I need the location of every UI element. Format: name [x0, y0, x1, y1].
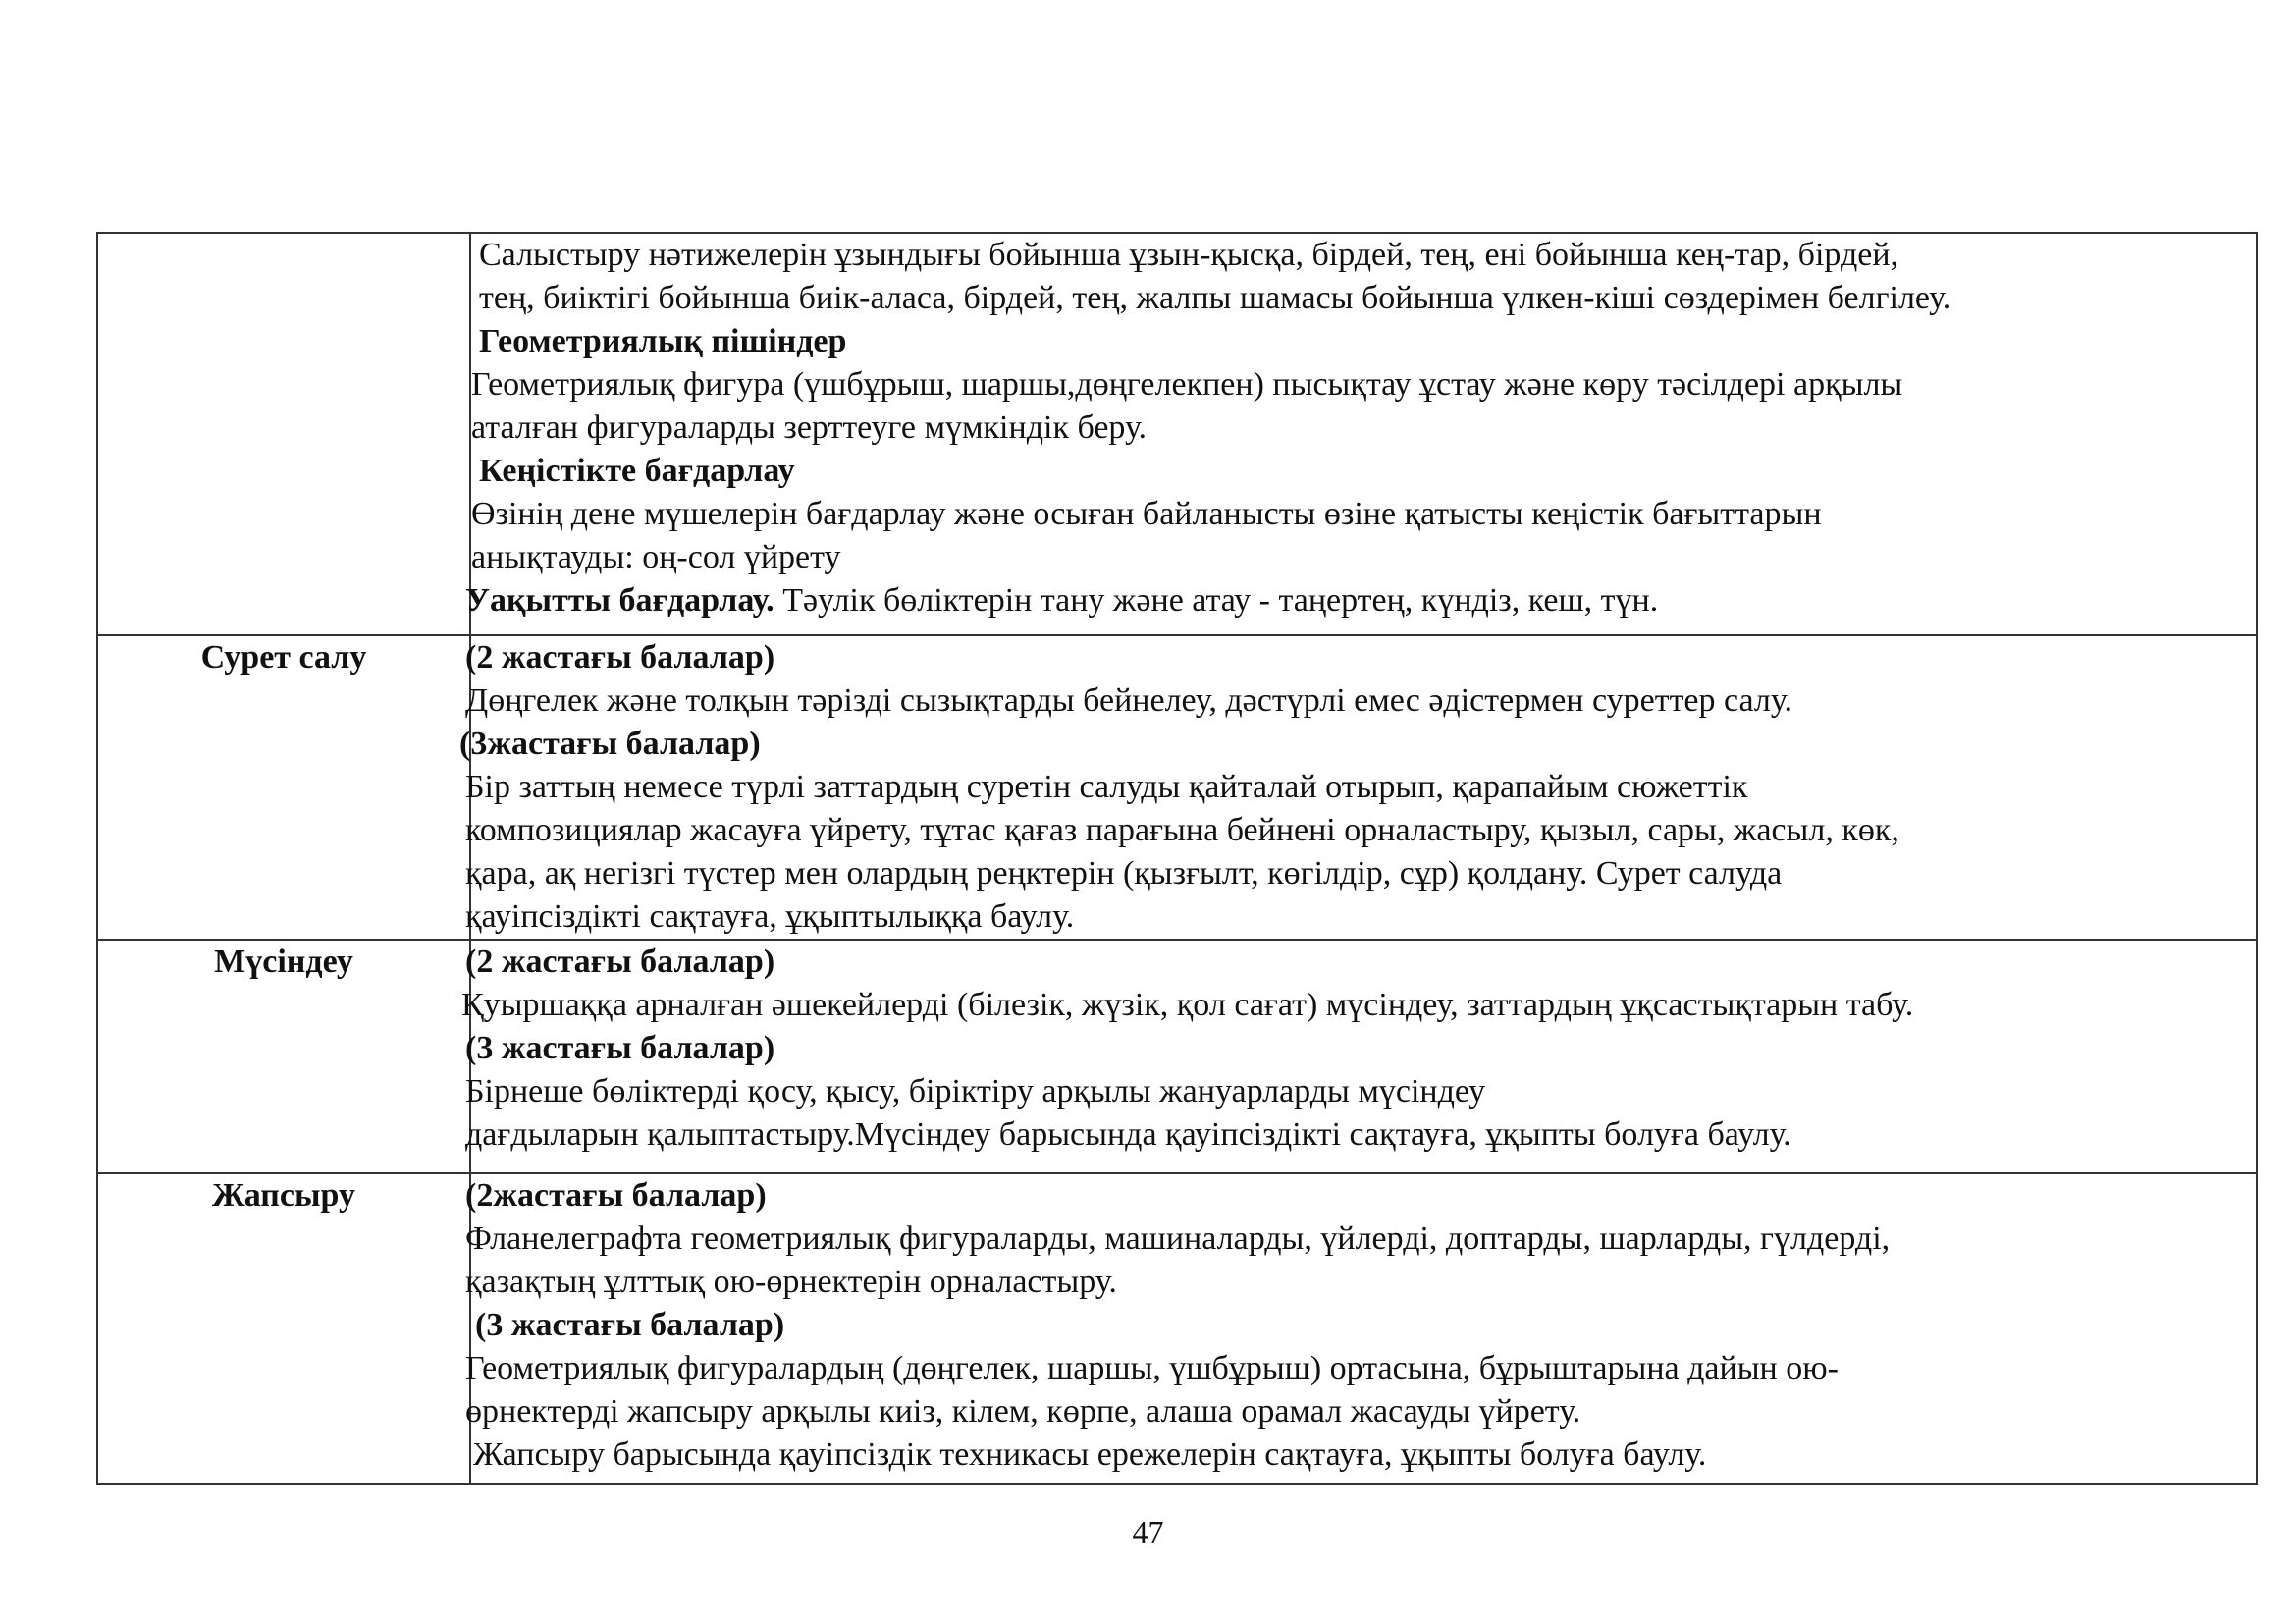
- text-line: Қуыршаққа арналған әшекейлерді (білезік, жүзік, қол сағат) мүсіндеу, заттардың ұқсастықтарын табу.: [461, 987, 1914, 1023]
- age-group-heading: (2 жастағы балалар): [465, 944, 775, 980]
- subject-cell: Жапсыру: [97, 1173, 470, 1484]
- content-cell: [459, 635, 2257, 940]
- text-line: қауіпсіздікті сақтауға, ұқыптылыққа баулу.: [465, 898, 1075, 935]
- text-line: қара, ақ негізгі түстер мен олардың реңктерін (қызғылт, көгілдір, сұр) қолдану. Сурет салуда: [465, 855, 1783, 892]
- text-line: Жапсыру барысында қауіпсіздік техникасы ережелерін сақтауға, ұқыпты болуға баулу.: [473, 1436, 1707, 1473]
- content-cell: [465, 1173, 2257, 1484]
- text-line: анықтауды: оң-сол үйрету: [471, 539, 841, 575]
- inline-heading: Уақытты бағдарлау.: [465, 582, 774, 619]
- text-line: аталған фигураларды зерттеуге мүмкіндік беру.: [471, 409, 1148, 446]
- section-heading: Геометриялық пішіндер: [479, 323, 847, 359]
- text-line: [465, 579, 2256, 623]
- text-line: дағдыларын қалыптастыру.Мүсіндеу барысында қауіпсіздікті сақтауға, ұқыпты болуға баулу.: [465, 1116, 1791, 1153]
- table-row: [97, 1173, 2257, 1484]
- age-group-heading: (2жастағы балалар): [465, 1177, 767, 1214]
- table-row: [97, 233, 2257, 635]
- text-line: Өзінің дене мүшелерін бағдарлау және осыған байланысты өзіне қатысты кеңістік бағыттарын: [471, 496, 1822, 532]
- text-line: қазақтың ұлттық ою-өрнектерін орналастыру.: [465, 1264, 1117, 1300]
- age-group-heading: (3 жастағы балалар): [465, 1030, 775, 1066]
- text-line: Геометриялық фигура (үшбұрыш, шаршы,дөңгелекпен) пысықтау ұстау және көру тәсілдері арқылы: [471, 366, 1903, 403]
- content-cell: [465, 233, 2257, 635]
- age-group-heading: (3жастағы балалар): [459, 726, 761, 762]
- content-cell: [461, 940, 2257, 1173]
- age-group-heading: (2 жастағы балалар): [465, 639, 775, 676]
- text-line: Дөңгелек және толқын тәрізді сызықтарды бейнелеу, дәстүрлі емес әдістермен суреттер салу.: [465, 682, 1792, 719]
- text-line: Салыстыру нәтижелерін ұзындығы бойынша ұзын-қысқа, бірдей, тең, ені бойынша кең-тар, бірдей,: [479, 237, 1899, 273]
- section-heading: Кеңістікте бағдарлау: [479, 453, 795, 489]
- text-line: өрнектерді жапсыру арқылы киіз, кілем, көрпе, алаша орамал жасауды үйрету.: [465, 1393, 1581, 1430]
- page-number: 47: [1132, 1514, 1164, 1549]
- table-row: [97, 635, 2257, 940]
- curriculum-table: [96, 232, 2258, 1485]
- text-line: Геометриялық фигуралардың (дөңгелек, шаршы, үшбұрыш) ортасына, бұрыштарына дайын ою-: [465, 1350, 1839, 1386]
- text-line: Бір заттың немесе түрлі заттардың суретін салуды қайталай отырып, қарапайым сюжеттік: [465, 769, 1748, 805]
- inline-text: Тәулік бөліктерін тану және атау - таңертең, күндіз, кеш, түн.: [774, 582, 1659, 619]
- text-line: Бірнеше бөліктерді қосу, қысу, біріктіру арқылы жануарларды мүсіндеу: [465, 1073, 1486, 1110]
- subject-cell: [97, 233, 470, 635]
- age-group-heading: (3 жастағы балалар): [475, 1307, 785, 1343]
- subject-cell: Сурет салу: [97, 635, 470, 940]
- text-line: композициялар жасауға үйрету, тұтас қағаз парағына бейнені орналастыру, қызыл, сары, жасыл, көк,: [465, 812, 1899, 848]
- table-row: [97, 940, 2257, 1173]
- subject-cell: Мүсіндеу: [97, 940, 470, 1173]
- text-line: Фланелеграфта геометриялық фигураларды, машиналарды, үйлерді, доптарды, шарларды, гүлдерді,: [465, 1220, 1891, 1257]
- text-line: тең, биіктігі бойынша биік-аласа, бірдей, тең, жалпы шамасы бойынша үлкен-кіші сөздерімен белгілеу.: [479, 280, 1951, 316]
